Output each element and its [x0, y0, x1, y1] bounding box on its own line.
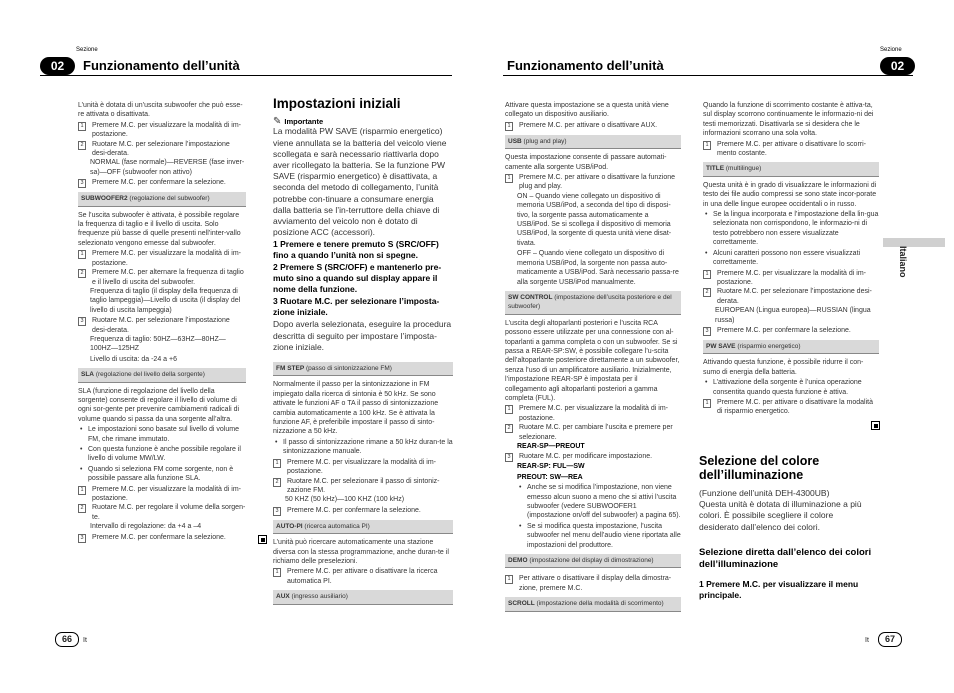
- step-number: 2: [78, 141, 86, 150]
- sw-control-desc: L’uscita degli altoparlanti posteriori e l’uscita RCA possono essere utilizzate per una connessione con al-toparlanti a gamma completa o con un subwoofer. Se si passa a REAR-SP:SW, è possibile collegare l’u-scita dell’altoparlante posteriore direttamente a un subwoofer, senza l’uso di un amplificatore ausiliario. Inizialmente, l’impostazione REAR-SP è impostata per il collegamento agli altoparlanti posteriori a gamma completa (FUL).: [505, 319, 680, 402]
- step-options: Frequenza di taglio: 50HZ—63HZ—80HZ—100HZ—125HZ: [90, 335, 226, 353]
- illumination-title: Selezione del colore dell’illuminazione: [699, 454, 820, 482]
- bullet-item: • Se la lingua incorporata e l’impostazione della lin-gua selezionata non corrispondono, le informazio-ni di testo potrebbero non essere visualizzate correttamente.: [703, 210, 879, 248]
- step-number: 3: [505, 453, 513, 462]
- important-icon: ✎: [273, 116, 282, 127]
- auto-pi-desc: L’unità può ricercare automaticamente una stazione diversa con la stessa programmazione, anche duran-te il richiamo delle preselezioni.: [273, 539, 449, 565]
- title-desc: Questa unità è in grado di visualizzare le informazioni di testo dei file audio compressi se sono state incor-porate in una delle lingue europee occidentali o in russo.: [703, 181, 877, 208]
- step-text: Ruotare M.C. per selezionare l’impostazione desi-derata.: [92, 140, 230, 158]
- step-text: Premere M.C. per visualizzare la modalità di im-postazione.: [519, 405, 668, 422]
- subsection-bar-aux: AUX (ingresso ausiliario): [273, 590, 453, 604]
- step-text: Premere M.C. per attivare o disattivare AUX.: [519, 121, 658, 129]
- step-number: 3: [273, 507, 281, 516]
- step-number: 2: [78, 269, 86, 278]
- step-text: Ruotare M.C. per modificare impostazione.: [519, 453, 653, 461]
- step-text: Premere M.C. per attivare o disattivare la modalità di risparmio energetico.: [717, 398, 874, 416]
- subsection-bar-subwoofer2: SUBWOOFER2 (regolazione del subwoofer): [78, 192, 246, 206]
- step-number: 1: [273, 568, 281, 577]
- step-number: 1: [703, 141, 711, 150]
- step-number: 1: [78, 122, 86, 131]
- step-options: REAR-SP—PREOUT: [517, 443, 585, 450]
- illumination-section: [699, 454, 875, 603]
- step-text: Premere M.C. per attivare o disattivare lo scorri-mento costante.: [717, 140, 866, 158]
- bullet-item: • L’attivazione della sorgente è l’unica operazione consentita quando questa funzione è attiva.: [703, 378, 879, 397]
- subsection-bar-usb: USB (plug and play): [505, 135, 681, 149]
- aux-desc: Attivare questa impostazione se a questa unità viene collegato un dispositivo ausiliario.: [505, 102, 669, 119]
- step-text: Premere M.C. per alternare la frequenza di taglio e il livello di uscita del subwoofer.: [92, 269, 244, 286]
- subsection-bar-demo: DEMO (impostazione del display di dimostrazione): [505, 554, 681, 568]
- step-text: Premere M.C. per visualizzare la modalità di im-postazione.: [287, 458, 436, 476]
- sezione-label-right: Sezione: [880, 47, 902, 53]
- step-number: 2: [78, 504, 86, 513]
- header-rule-right: [503, 75, 913, 76]
- illumination-model-note: (Funzione dell’unità DEH-4300UB): [699, 488, 830, 498]
- page-number-right: 67: [878, 632, 902, 647]
- bullet-item: • Le impostazioni sono basate sul livello di volume FM, che rimane immutato.: [78, 425, 246, 444]
- step-number: 1: [505, 575, 513, 584]
- step-number: 2: [505, 424, 513, 433]
- step-number: 1: [505, 122, 513, 131]
- subwoofer2-desc: Se l’uscita subwoofer è attivata, è possibile regolare la frequenza di taglio e il livello di uscita. Solo frequenze più basse di quelle presenti nell’inter-vallo selezionato vengono emesse dal subwoofer.: [78, 211, 241, 247]
- step-number: 2: [273, 478, 281, 487]
- step-number: 1: [703, 399, 711, 408]
- bullet-item: • Se si modifica questa impostazione, l’uscita subwoofer nel menu dell’audio viene riportata alle impostazioni del produttore.: [517, 522, 681, 550]
- usb-off-desc: OFF – Quando viene collegato un dispositivo di memoria USB/iPod, la sorgente non passa auto-maticamente a USB/iPod. Sarà necessario passa-re alla sorgente USB/iPod manualmente.: [517, 250, 679, 286]
- header-rule-left: [40, 75, 452, 76]
- step-number: 3: [703, 327, 711, 336]
- step-text: Ruotare M.C. per selezionare l’impostazione desi-derata.: [92, 317, 230, 334]
- subsection-bar-sw-control: SW CONTROL (impostazione dell’uscita posteriore e del subwoofer): [505, 291, 681, 315]
- step-text: Premere M.C. per visualizzare la modalità di im-postazione.: [92, 121, 241, 139]
- step-number: 1: [78, 486, 86, 495]
- step-number: 1: [78, 250, 86, 259]
- subwoofer-intro: L’unità è dotata di un’uscita subwoofer che può esse-re attivata o disattivata.: [78, 102, 243, 119]
- step-number: 3: [78, 179, 86, 188]
- page-number-left: 66: [55, 632, 79, 647]
- pw-save-desc: Attivando questa funzione, è possibile ridurre il con-sumo di energia della batteria.: [703, 359, 864, 376]
- bullet-item: • Alcuni caratteri possono non essere visualizzati correttamente.: [703, 249, 879, 268]
- step-options: EUROPEAN (Lingua europea)—RUSSIAN (lingua russa): [715, 307, 871, 324]
- procedure-step: 1 Premere M.C. per visualizzare il menu principale.: [699, 578, 859, 600]
- step-text: Premere M.C. per confermare la selezione.: [287, 506, 421, 514]
- right-column-1: [505, 101, 681, 616]
- step-options: Frequenza di taglio (il display della frequenza di taglio lampeggia)—Livello di uscita (il display del livello di uscita lampeggia): [90, 287, 241, 314]
- usb-on-desc: ON – Quando viene collegato un dispositivo di memoria USB/iPod, a seconda del tipo di disposi-tivo, la sorgente passa automaticamente a USB/iPod. Se si scollega il dispositivo di memoria USB/iPod, la sorgente di questa unità viene disat-tivata.: [517, 192, 672, 247]
- bullet-item: • Anche se si modifica l’impostazione, non viene emesso alcun suono a meno che si attivi l’uscita subwoofer (vedere SUBWOOFER1 (impostazione on/off del subwoofer) a pagina 65).: [517, 483, 681, 521]
- step-number: 3: [78, 534, 86, 543]
- lang-code-right: It: [865, 637, 869, 644]
- subsection-bar-scroll: SCROLL (impostazione della modalità di scorrimento): [505, 597, 681, 611]
- subsection-bar-sla: SLA (regolazione del livello della sorgente): [78, 368, 246, 382]
- step-options: REAR-SP: FUL—SW: [517, 463, 585, 471]
- step-text: Ruotare M.C. per selezionare l’impostazione desi-derata.: [717, 288, 872, 305]
- left-column-1: [78, 101, 246, 543]
- step-number: 1: [505, 405, 513, 414]
- step-options: NORMAL (fase normale)—REVERSE (fase inver-sa)—OFF (subwoofer non attivo): [90, 159, 245, 176]
- step-number: 1: [273, 459, 281, 468]
- step-text: Ruotare M.C. per selezionare il passo di sintoniz-zazione FM.: [287, 477, 440, 494]
- procedure-step: 1 Premere e tenere premuto S (SRC/OFF) fino a quando l’unità non si spegne.: [273, 239, 439, 261]
- step-options: Intervallo di regolazione: da +4 a –4: [90, 523, 202, 531]
- important-note: ✎ Importante: [273, 116, 324, 127]
- step-text: Premere M.C. per attivare o disattivare la funzione plug and play.: [519, 174, 676, 191]
- language-tab: [883, 238, 945, 247]
- left-column-2: [273, 96, 453, 609]
- step-options: Livello di uscita: da -24 a +6: [90, 355, 177, 363]
- important-text: La modalità PW SAVE (risparmio energetico) viene annullata se la batteria del veicolo viene scollegata e sarà necessario riattivarla dopo aver ricollegato la batteria. Se la funzione PW SAVE (risparmio energetico) è disattivata, a seconda del metodo di collegamento, l’unità potrebbe con-tinuare a consumare energia dalla batteria se l’in-terruttore della chiave di avviamento del veicolo non è dotato di posizione ACC (accessori).: [273, 126, 447, 238]
- end-mark-icon: [871, 421, 880, 430]
- usb-desc: Questa impostazione consente di passare automati-camente alla sorgente USB/iPod.: [505, 154, 667, 171]
- fm-step-desc: Normalmente il passo per la sintonizzazione in FM impiegato dalla ricerca di sintonia è 50 kHz. Se sono attivate le funzioni AF o TA il passo di sintonizzazione cambia automaticamente a 100 kHz. Se è attivata la funzione AF, è preferibile impostare il passo di sinto-nizzazione a 50 kHz.: [273, 381, 439, 436]
- procedure-text: Dopo averla selezionata, eseguire la procedura descritta di seguito per impostare l’imposta-zione iniziale.: [273, 319, 452, 352]
- subsection-bar-title: TITLE (multilingue): [703, 162, 879, 176]
- lang-code-left: It: [83, 637, 87, 644]
- sezione-label-left: Sezione: [76, 47, 98, 53]
- sla-desc: SLA (funzione di regolazione del livello della sorgente) consente di regolare il livello di volume di ogni sor-gente per prevenire cambiamenti radicali di volume quando si passa da una sorgente all’altra.: [78, 387, 240, 423]
- step-text: Premere M.C. per visualizzare la modalità di im-postazione.: [92, 485, 241, 503]
- step-text: Ruotare M.C. per cambiare l’uscita e premere per selezionare.: [519, 424, 673, 441]
- subsection-bar-fm-step: FM STEP (passo di sintonizzazione FM): [273, 362, 453, 376]
- procedure-step: 2 Premere S (SRC/OFF) e mantenerlo pre-muto sino a quando sul display appare il nome della funzione.: [273, 262, 442, 295]
- initial-settings-title: Impostazioni iniziali: [273, 96, 401, 111]
- direct-select-title: Selezione diretta dall’elenco dei colori dell’illuminazione: [699, 546, 872, 570]
- section-header-title-left: Funzionamento dell’unità: [83, 58, 240, 73]
- section-number-badge-left: 02: [40, 57, 75, 75]
- step-text: Premere M.C. per attivare o disattivare la ricerca automatica PI.: [287, 568, 438, 585]
- step-number: 3: [78, 317, 86, 326]
- step-number: 2: [703, 288, 711, 297]
- section-header-title-right: Funzionamento dell’unità: [507, 58, 664, 73]
- bullet-item: • Quando si seleziona FM come sorgente, non è possibile passare alla funzione SLA.: [78, 465, 246, 484]
- illumination-desc: Questa unità è dotata di illuminazione a più colori. È possibile scegliere il colore desiderato dall’elenco dei colori.: [699, 499, 862, 532]
- scroll-desc: Quando la funzione di scorrimento costante è attiva-ta, sul display scorrono continuamente le informazio-ni dei testi memorizzati. Disattivarla se si desidera che le informazioni scorrano una sola volta.: [703, 102, 874, 138]
- step-options: PREOUT: SW—REA: [517, 473, 583, 481]
- bullet-item: • Con questa funzione è anche possibile regolare il livello di volume MW/LW.: [78, 445, 246, 464]
- right-column-2: [703, 101, 879, 417]
- step-text: Premere M.C. per confermare la selezione.: [717, 326, 851, 334]
- step-text: Premere M.C. per confermare la selezione.: [92, 533, 226, 541]
- step-options: 50 KHZ (50 kHz)—100 KHZ (100 kHz): [285, 496, 405, 504]
- step-text: Ruotare M.C. per regolare il volume della sorgen-te.: [92, 504, 246, 521]
- step-text: Premere M.C. per visualizzare la modalità di im-postazione.: [717, 269, 866, 286]
- step-number: 1: [505, 174, 513, 183]
- section-number-badge-right: 02: [880, 57, 915, 75]
- subsection-bar-auto-pi: AUTO-PI (ricerca automatica PI): [273, 520, 453, 534]
- step-number: 1: [703, 270, 711, 279]
- bullet-item: • Il passo di sintonizzazione rimane a 50 kHz duran-te la sintonizzazione manuale.: [273, 438, 453, 457]
- procedure-step: 3 Ruotare M.C. per selezionare l’imposta-zione iniziale.: [273, 296, 440, 318]
- step-text: Per attivare o disattivare il display della dimostra-zione, premere M.C.: [519, 575, 672, 592]
- step-text: Premere M.C. per visualizzare la modalità di im-postazione.: [92, 250, 241, 267]
- subsection-bar-pw-save: PW SAVE (risparmio energetico): [703, 340, 879, 354]
- language-label: Italiano: [898, 246, 908, 278]
- step-text: Premere M.C. per confermare la selezione.: [92, 179, 226, 187]
- end-mark-icon: [258, 535, 267, 544]
